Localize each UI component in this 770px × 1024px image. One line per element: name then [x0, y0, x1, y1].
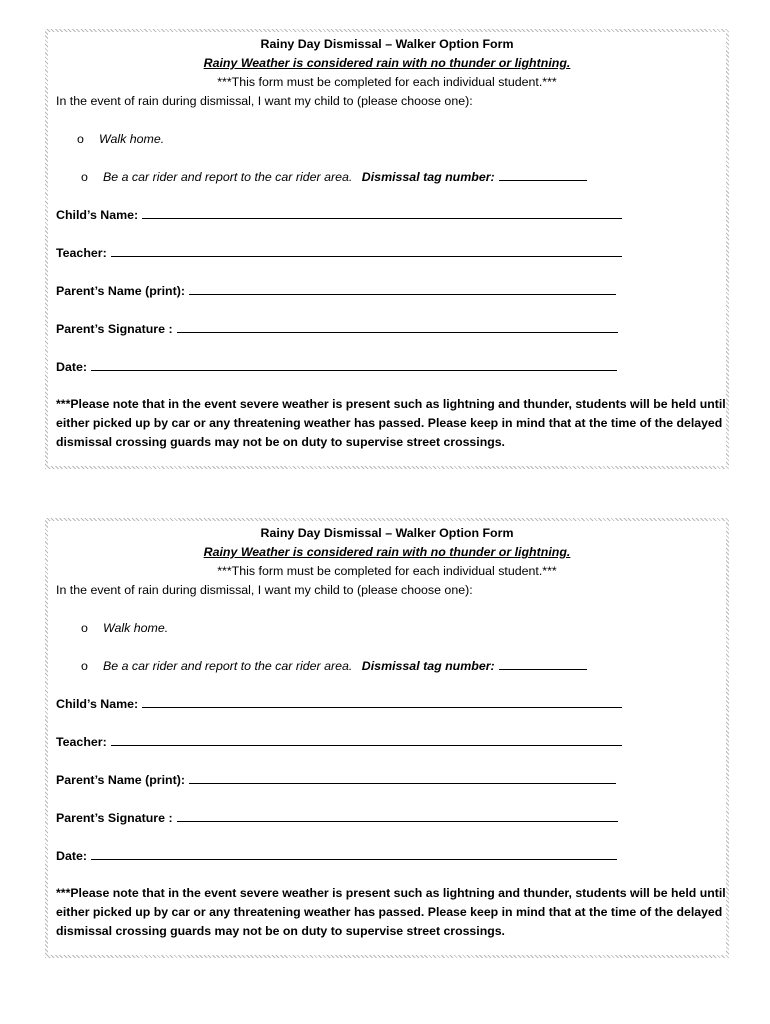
form-prompt: In the event of rain during dismissal, I want my child to (please choose one): [56, 583, 473, 597]
child-name-label: Child’s Name: [56, 697, 139, 711]
parent-name-field[interactable] [189, 773, 616, 784]
parent-name-row [56, 284, 616, 299]
teacher-row [56, 246, 622, 261]
form-subtitle: Rainy Weather is considered rain with no thunder or lightning. [203, 545, 571, 559]
date-label: Date: [56, 360, 87, 374]
option-walk-label: Walk home. [99, 132, 165, 146]
option-car-label: Be a car rider and report to the car rider area. [103, 659, 353, 673]
teacher-field[interactable] [111, 246, 622, 257]
parent-signature-row [56, 811, 618, 826]
dismissal-form-1 [45, 29, 729, 469]
tag-number-field[interactable] [499, 659, 587, 670]
severe-weather-note: ***Please note that in the event severe weather is present such as lightning and thunder, students will be held until either picked up by car or any threatening weather has passed. Please keep in mind that at the time of the delayed dismissal crossing guards may not be on duty to supervise street crossings. [56, 886, 726, 938]
date-field[interactable] [91, 849, 617, 860]
option-car-rider[interactable] [81, 659, 587, 674]
option-walk-home[interactable] [77, 132, 164, 147]
parent-name-field[interactable] [189, 284, 616, 295]
form-subtitle: Rainy Weather is considered rain with no thunder or lightning. [203, 56, 571, 70]
option-bullet: o [77, 132, 84, 146]
form-instruction: ***This form must be completed for each individual student.*** [217, 564, 557, 578]
parent-signature-field[interactable] [177, 322, 618, 333]
child-name-row [56, 697, 622, 712]
parent-name-label: Parent’s Name (print): [56, 284, 185, 298]
option-car-rider[interactable] [81, 170, 587, 185]
child-name-label: Child’s Name: [56, 208, 139, 222]
date-row [56, 849, 617, 864]
teacher-label: Teacher: [56, 246, 107, 260]
teacher-field[interactable] [111, 735, 622, 746]
date-label: Date: [56, 849, 87, 863]
form-title: Rainy Day Dismissal – Walker Option Form [260, 37, 514, 51]
dismissal-form-2 [45, 518, 729, 958]
option-car-label: Be a car rider and report to the car rider area. [103, 170, 353, 184]
tag-number-label: Dismissal tag number: [361, 659, 495, 673]
option-bullet: o [81, 621, 88, 635]
form-title: Rainy Day Dismissal – Walker Option Form [260, 526, 514, 540]
child-name-field[interactable] [142, 208, 622, 219]
option-bullet: o [81, 170, 88, 184]
parent-name-label: Parent’s Name (print): [56, 773, 185, 787]
teacher-label: Teacher: [56, 735, 107, 749]
option-bullet: o [81, 659, 88, 673]
form-prompt: In the event of rain during dismissal, I want my child to (please choose one): [56, 94, 473, 108]
date-field[interactable] [91, 360, 617, 371]
parent-signature-label: Parent’s Signature : [56, 811, 173, 825]
tag-number-field[interactable] [499, 170, 587, 181]
child-name-row [56, 208, 622, 223]
form-instruction: ***This form must be completed for each individual student.*** [217, 75, 557, 89]
child-name-field[interactable] [142, 697, 622, 708]
option-walk-home[interactable] [81, 621, 168, 636]
date-row [56, 360, 617, 375]
tag-number-label: Dismissal tag number: [361, 170, 495, 184]
parent-signature-field[interactable] [177, 811, 618, 822]
teacher-row [56, 735, 622, 750]
parent-signature-row [56, 322, 618, 337]
parent-signature-label: Parent’s Signature : [56, 322, 173, 336]
parent-name-row [56, 773, 616, 788]
option-walk-label: Walk home. [103, 621, 169, 635]
severe-weather-note: ***Please note that in the event severe weather is present such as lightning and thunder, students will be held until either picked up by car or any threatening weather has passed. Please keep in mind that at the time of the delayed dismissal crossing guards may not be on duty to supervise street crossings. [56, 397, 726, 449]
